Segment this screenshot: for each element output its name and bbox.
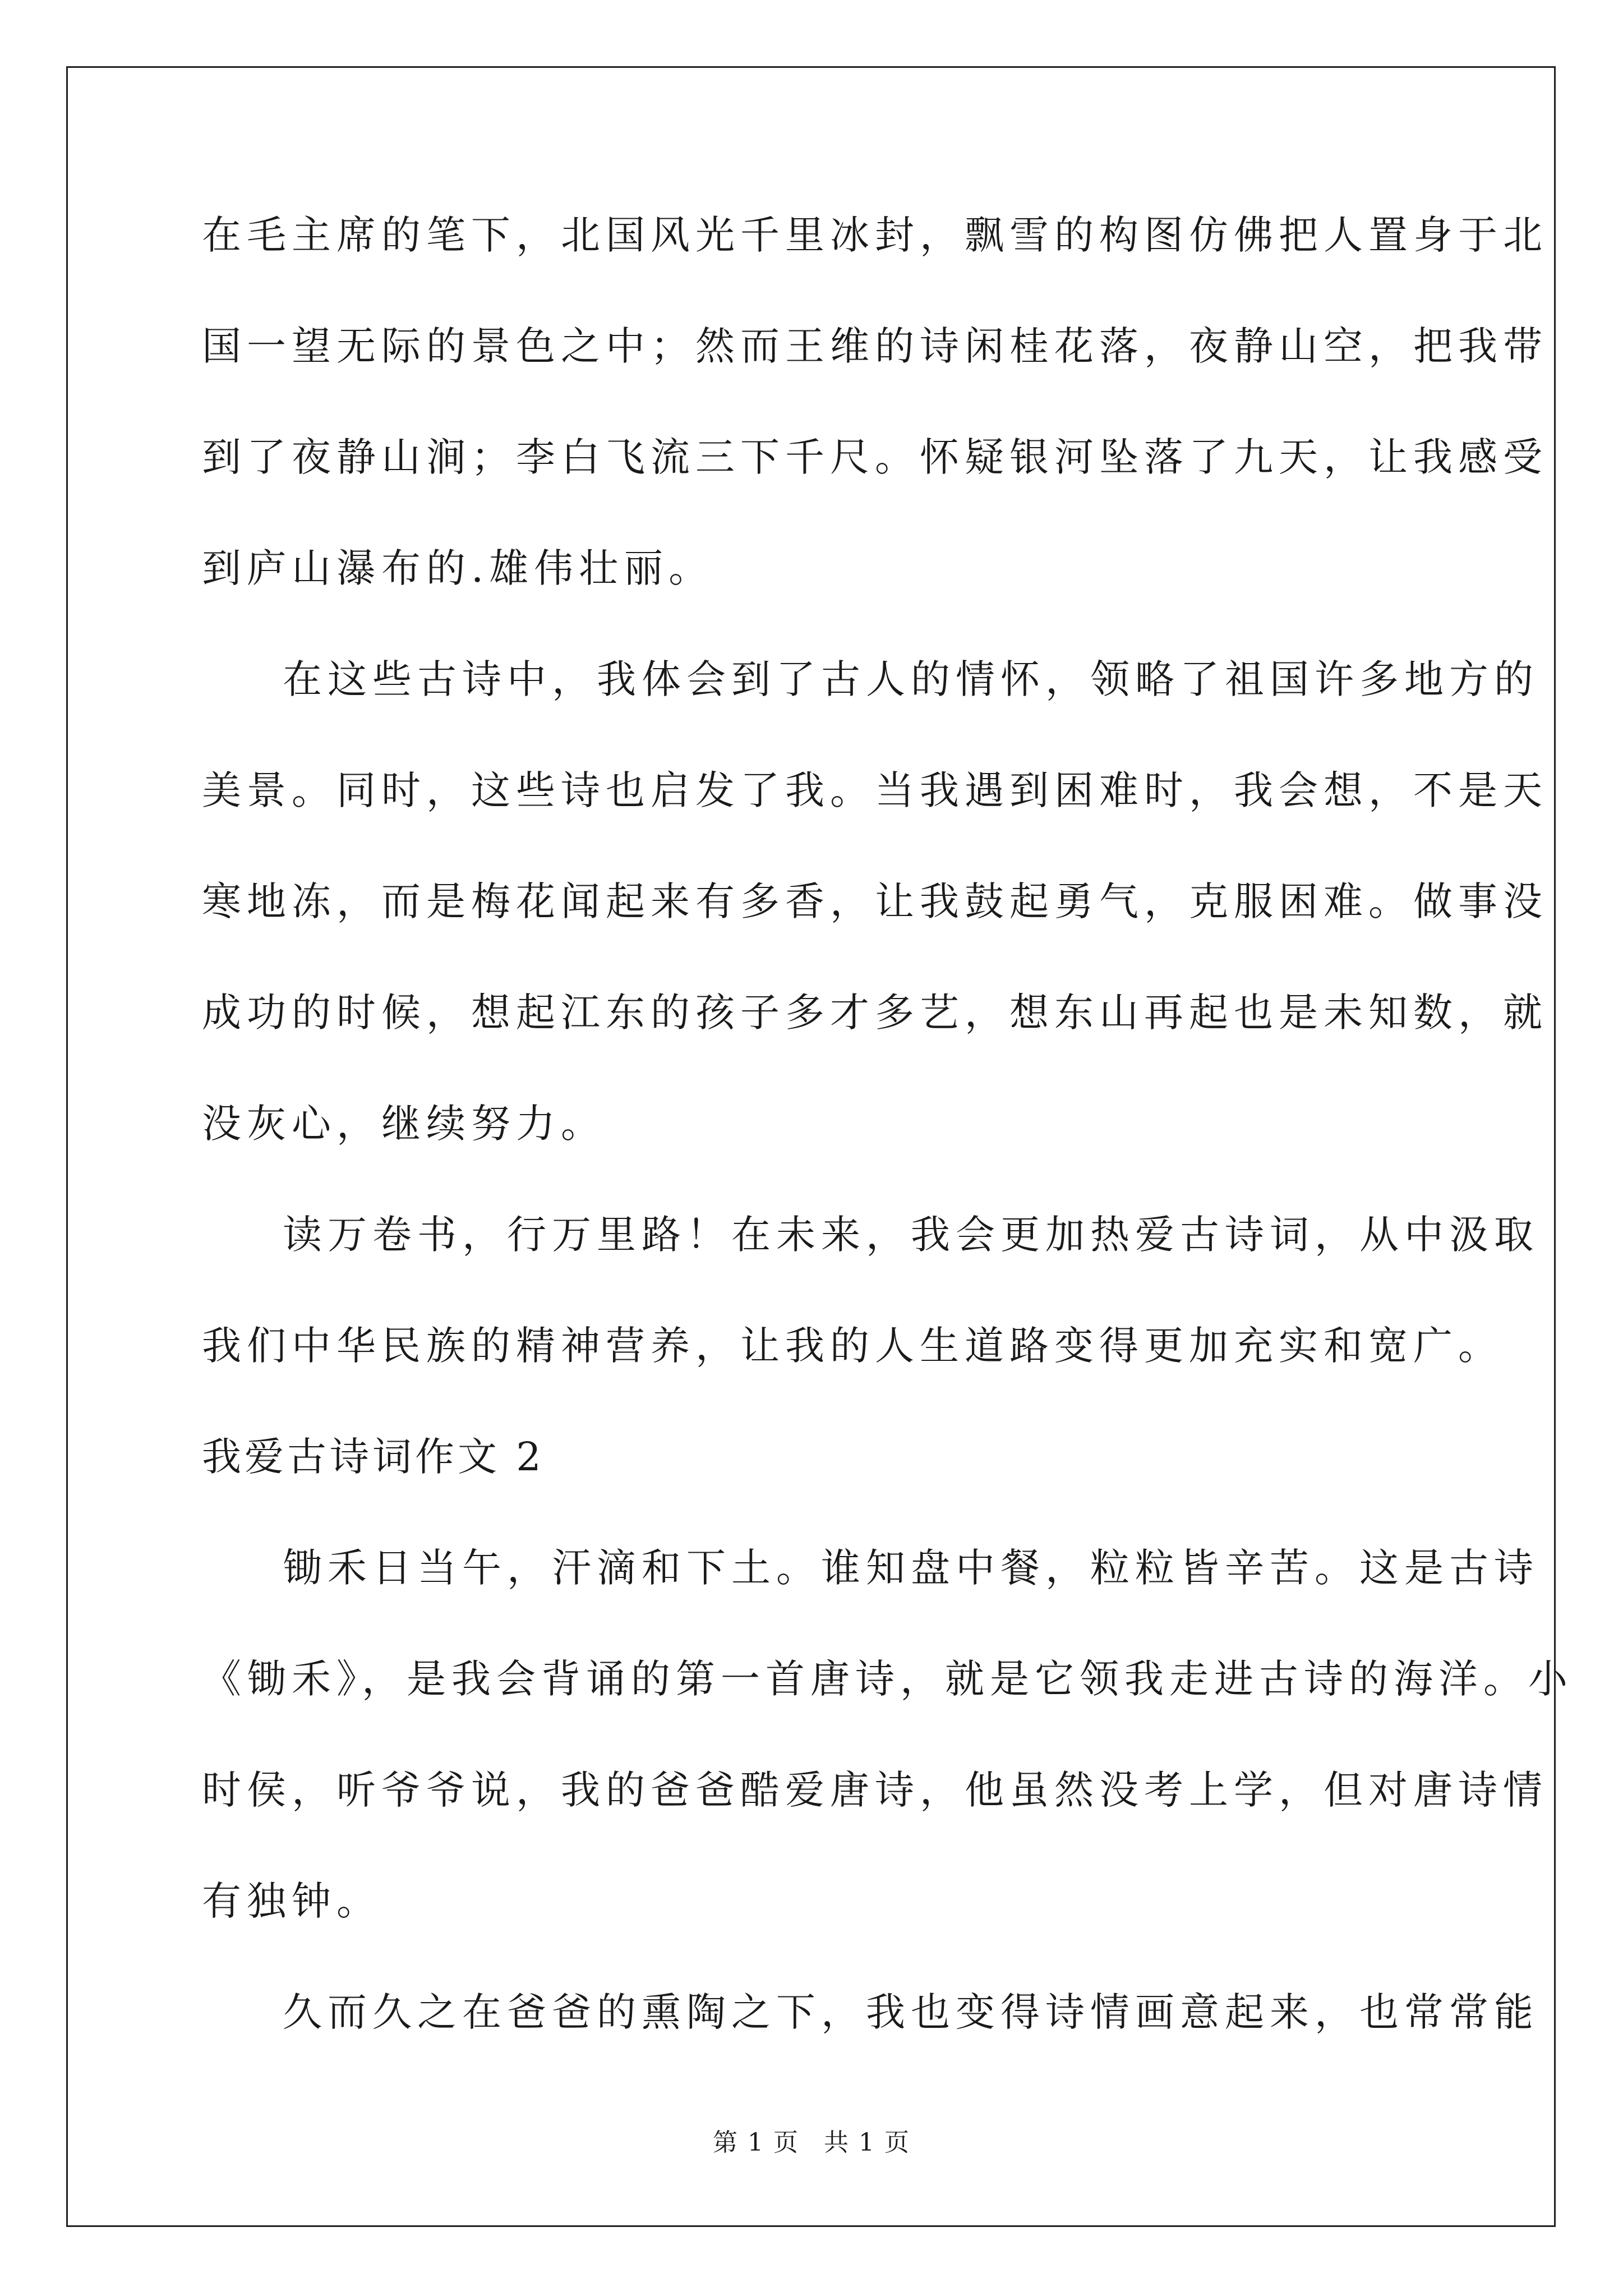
paragraph-first-line: 读万卷书，行万里路！在未来，我会更加热爱古诗词，从中汲取 [283, 1212, 1539, 1258]
text-line: 美景。同时，这些诗也启发了我。当我遇到困难时，我会想，不是天 [202, 767, 1548, 813]
text-line: 我们中华民族的精神营养，让我的人生道路变得更加充实和宽广。 [202, 1323, 1503, 1369]
paragraph-first-line: 在这些古诗中，我体会到了古人的情怀，领略了祖国许多地方的 [283, 656, 1539, 702]
text-line: 时侯，听爷爷说，我的爸爸酷爱唐诗，他虽然没考上学，但对唐诗情 [202, 1767, 1548, 1813]
page-total: 共 1 页 [824, 2128, 910, 2157]
text-line: 在毛主席的笔下，北国风光千里冰封，飘雪的构图仿佛把人置身于北 [202, 212, 1548, 258]
text-line: 到了夜静山涧；李白飞流三下千尺。怀疑银河坠落了九天，让我感受 [202, 434, 1548, 480]
paragraph-first-line: 锄禾日当午，汗滴和下土。谁知盘中餐，粒粒皆辛苦。这是古诗 [283, 1545, 1539, 1591]
paragraph-first-line: 久而久之在爸爸的熏陶之下，我也变得诗情画意起来，也常常能 [283, 1989, 1539, 2035]
text-line: 国一望无际的景色之中；然而王维的诗闲桂花落，夜静山空，把我带 [202, 323, 1548, 369]
page-footer [0, 2126, 1623, 2160]
page-number: 第 1 页 [713, 2128, 799, 2157]
text-line: 《锄禾》，是我会背诵的第一首唐诗，就是它领我走进古诗的海洋。小 [202, 1656, 1573, 1702]
text-line: 有独钟。 [202, 1878, 381, 1924]
section-heading: 我爱古诗词作文 2 [202, 1434, 545, 1480]
text-line: 没灰心，继续努力。 [202, 1101, 606, 1147]
text-line: 寒地冻，而是梅花闻起来有多香，让我鼓起勇气，克服困难。做事没 [202, 878, 1548, 924]
text-line: 成功的时候，想起江东的孩子多才多艺，想东山再起也是未知数，就 [202, 990, 1548, 1036]
text-line: 到庐山瀑布的.雄伟壮丽。 [202, 545, 714, 591]
document-body [202, 202, 1573, 2090]
